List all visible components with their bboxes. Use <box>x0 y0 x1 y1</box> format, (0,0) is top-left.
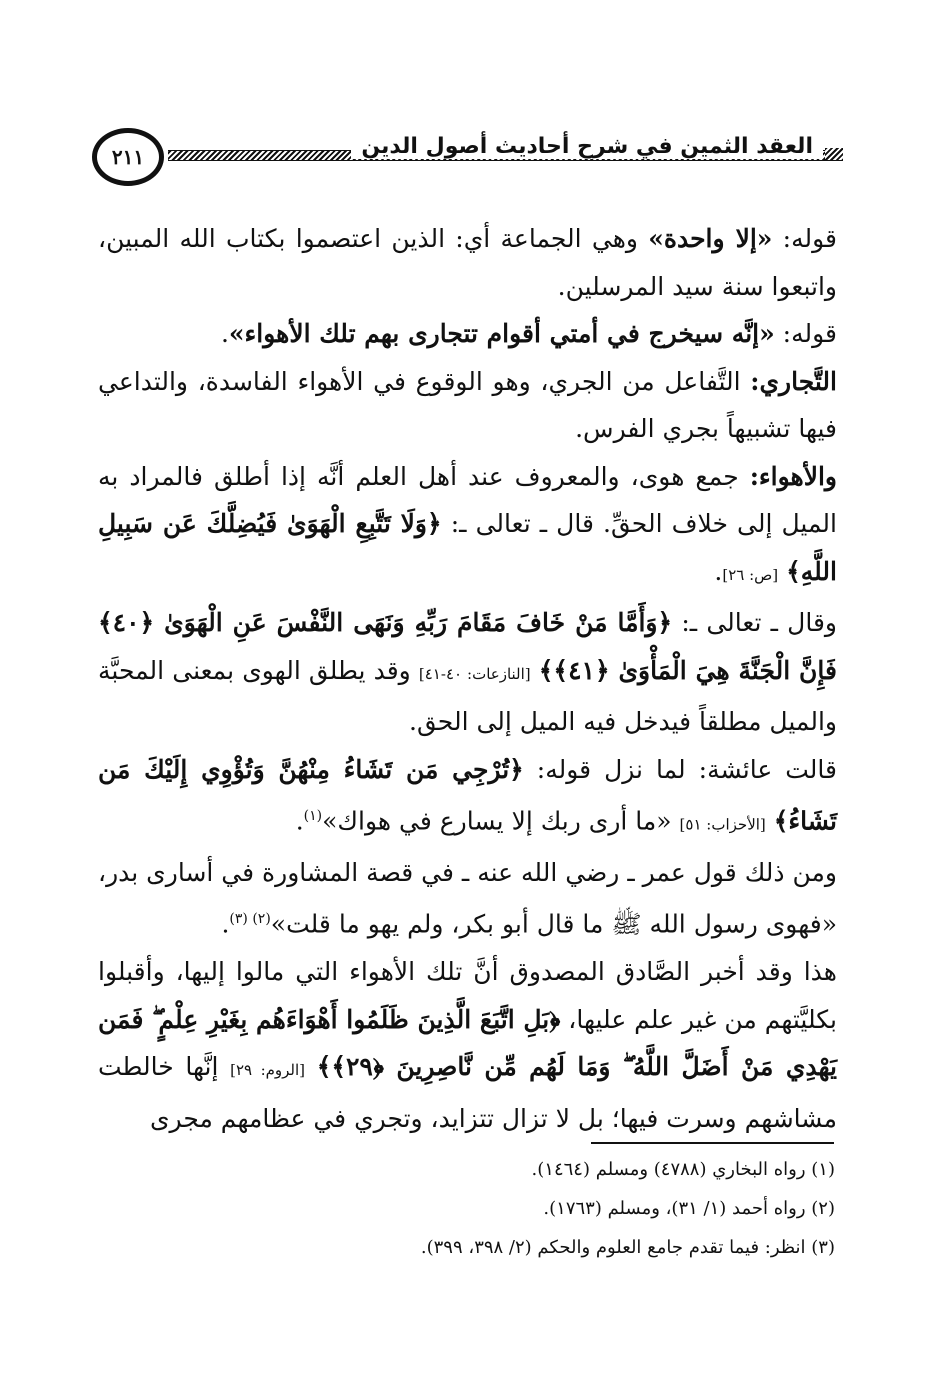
text-run: وقال ـ تعالى ـ: <box>672 608 837 637</box>
paragraph <box>98 453 837 600</box>
text-run <box>766 806 774 835</box>
text-run: . <box>221 909 230 939</box>
book-title: العقد الثمين في شرح أحاديث أصول الدين <box>351 134 823 159</box>
verse-reference: [النازعات: ٤٠-٤١] <box>418 664 531 683</box>
text-run <box>778 557 786 586</box>
verse-reference: [الأحزاب: ٥١] <box>679 815 766 834</box>
paragraph <box>98 948 837 1142</box>
text-run: وقد يطلق الهوى بمعنى المحبَّة والميل مطلقاً فيدخل فيه الميل إلى الحق. <box>98 655 837 736</box>
text-run: جمع هوى، والمعروف عند أهل العلم أنَّه إذا أطلق فالمراد به الميل إلى خلاف الحقِّ. قال ـ تعالى ـ: <box>98 461 837 538</box>
text-run: قالت عائشة: لما نزل قوله: <box>523 754 837 784</box>
text-run: قوله: <box>772 224 837 253</box>
footnotes <box>98 1150 835 1267</box>
footnote-marker: (٢) (٣) <box>229 911 271 928</box>
footnote: (٣) انظر: فيما تقدم جامع العلوم والحكم (٢/ ٣٩٨، ٣٩٩). <box>420 1237 835 1258</box>
paragraph <box>98 599 837 746</box>
footnote-divider <box>591 1142 834 1144</box>
bold-term: «إلا واحدة» <box>648 224 773 253</box>
text-run: التَّفاعل من الجري، وهو الوقوع في الأهواء الفاسدة، والتداعي فيها تشبيهاً بجري الفرس. <box>98 366 837 443</box>
footnote: (١) رواه البخاري (٤٧٨٨) ومسلم (١٤٦٤). <box>531 1159 835 1180</box>
text-run: . <box>714 556 723 586</box>
text-run: . <box>295 806 304 836</box>
page-body <box>98 215 837 1142</box>
quran-quote: ﴿تُرْجِي مَن تَشَاءُ مِنْهُنَّ وَتُؤْوِي إِلَيْكَ مَن تَشَاءُ﴾ <box>98 754 837 836</box>
text-run: هذا وقد أخبر الصَّادق المصدوق أنَّ تلك الأهواء التي مالوا إليها، وأقبلوا بكليَّتهم من غير علم عليها، <box>98 957 838 1034</box>
text-run: «ما أرى ربك إلا يسارع في هواك» <box>322 806 680 836</box>
paragraph <box>98 746 837 849</box>
page-header <box>92 128 843 190</box>
header-ornament-lead <box>825 148 843 160</box>
text-run: قوله: <box>774 319 837 348</box>
paragraph <box>98 358 837 453</box>
quran-quote: ﴿وَأَمَّا مَنْ خَافَ مَقَامَ رَبِّهِ وَنَهَى النَّفْسَ عَنِ الْهَوَىٰ ﴿٤٠﴾ فَإِنَّ الْجَنَّةَ هِيَ الْمَأْوَىٰ ﴿٤١﴾﴾ <box>98 608 837 685</box>
paragraph <box>98 310 837 358</box>
text-run: . <box>220 319 229 348</box>
text-run <box>305 1052 317 1081</box>
footnote-marker: (١) <box>303 808 323 824</box>
bold-term: التَّجاري: <box>750 366 837 396</box>
text-run <box>531 656 539 685</box>
quran-quote: ﴿وَلَا تَتَّبِعِ الْهَوَىٰ فَيُضِلَّكَ عَن سَبِيلِ اللَّهِ﴾ <box>98 509 837 586</box>
paragraph <box>98 849 837 948</box>
verse-reference: [ص: ٢٦] <box>722 565 779 584</box>
text-run: ومن ذلك قول عمر ـ رضي الله عنه ـ في قصة المشاورة في أسارى بدر، «فهوى رسول الله ﷺ ما قال أبو بكر، ولم يهو ما قلت» <box>98 857 837 939</box>
bold-term: «إنَّه سيخرج في أمتي أقوام تتجارى بهم تلك الأهواء» <box>228 319 775 348</box>
paragraph <box>98 215 837 310</box>
bold-term: والأهواء: <box>749 461 837 491</box>
text-run: وهي الجماعة أي: الذين اعتصموا بكتاب الله المبين، واتبعوا سنة سيد المرسلين. <box>98 224 837 301</box>
quran-quote: ﴿بَلِ اتَّبَعَ الَّذِينَ ظَلَمُوا أَهْوَاءَهُم بِغَيْرِ عِلْمٍ ۖ فَمَن يَهْدِي مَنْ أَضَلَّ اللَّهُ ۖ وَمَا لَهُم مِّن نَّاصِرِينَ ﴿٢٩﴾﴾ <box>98 1004 838 1082</box>
text-run: إنَّها خالطت مشاشهم وسرت فيها؛ بل لا تزال تتزايد، وتجري في عظامهم مجرى <box>98 1052 837 1133</box>
footnote: (٢) رواه أحمد (١/ ٣١)، ومسلم (١٧٦٣). <box>543 1198 835 1219</box>
page-number: ٢١١ <box>92 128 164 186</box>
verse-reference: [الروم: ٢٩] <box>230 1061 306 1080</box>
